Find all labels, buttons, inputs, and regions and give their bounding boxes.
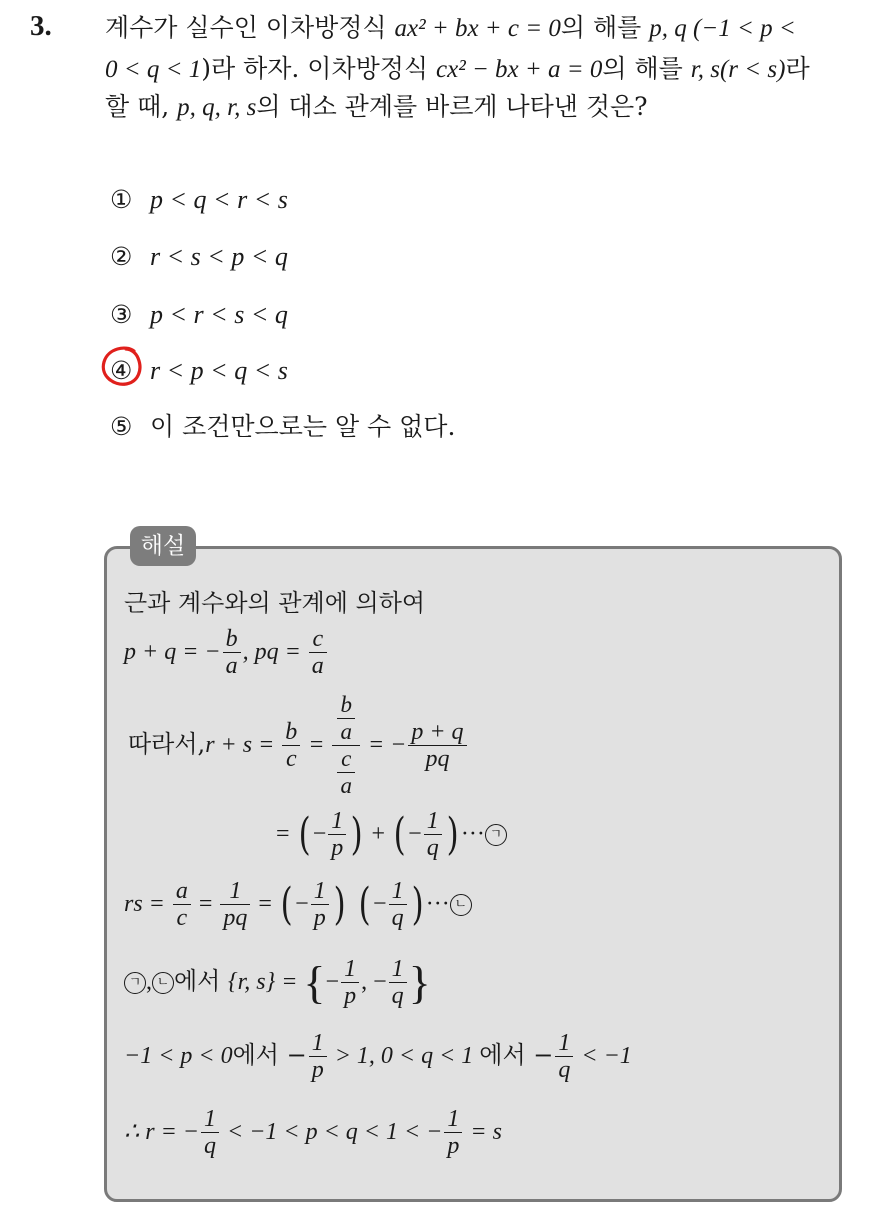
fraction: $\frac{1}{q}$ <box>389 956 407 1009</box>
formula-text: 에서 − <box>232 1041 307 1069</box>
fraction: $\frac{1}{p}$ <box>309 1030 327 1083</box>
circled-mark-1: ㄱ <box>485 824 507 846</box>
formula-text: 따라서, <box>128 730 206 758</box>
choice-text: 이 조건만으로는 알 수 없다. <box>150 412 456 441</box>
choice-text: r < s < p < q <box>150 242 288 271</box>
condition-p: (−1 < p < <box>686 15 796 42</box>
condition-q: 0 < q < 1 <box>105 56 202 83</box>
roots-pq: p, q <box>649 15 687 42</box>
formula-text: = s <box>464 1119 502 1145</box>
solution-line-6 <box>124 1030 632 1083</box>
circled-mark-1: ㄱ <box>124 972 146 994</box>
choice-5[interactable] <box>110 410 455 444</box>
circled-mark-2: ㄴ <box>450 894 472 916</box>
formula-text: > 1, 0 < q < 1 <box>328 1043 480 1069</box>
solution-line-2 <box>128 692 469 799</box>
fraction: $\frac{a}{c}$ <box>173 878 191 931</box>
formula-text: = <box>302 732 331 758</box>
fraction: $\frac{1}{q}$ <box>424 808 442 861</box>
question-text: 의 해를 <box>560 13 650 42</box>
question-line-3 <box>105 91 648 124</box>
choice-number: ② <box>110 242 133 271</box>
formula-text: < −1 <box>575 1043 632 1069</box>
choice-3[interactable] <box>110 298 288 332</box>
solution-line-7 <box>124 1106 502 1159</box>
question-text: )라 하자. 이차방정식 <box>201 54 436 83</box>
fraction: $\frac{1}{p}$ <box>328 808 346 861</box>
formula-text: 에서 <box>174 967 228 995</box>
equation-1: ax² + bx + c = 0 <box>394 15 561 42</box>
fraction: $\frac{1}{pq}$ <box>220 878 250 931</box>
question-text: 계수가 실수인 이차방정식 <box>105 13 395 42</box>
equation-2: cx² − bx + a = 0 <box>436 56 603 83</box>
choice-1[interactable] <box>110 183 288 217</box>
formula-text: = <box>276 821 296 847</box>
formula-text: ∴ r = − <box>124 1119 199 1145</box>
fraction: $\frac{1}{q}$ <box>555 1030 573 1083</box>
fraction: $\frac{1}{p}$ <box>341 956 359 1009</box>
fraction: $\frac{1}{q}$ <box>389 878 407 931</box>
choice-number: ④ <box>110 356 133 385</box>
fraction: $\frac{b}{c}$ <box>282 719 300 772</box>
choice-text: p < r < s < q <box>150 300 288 329</box>
question-number: 3. <box>30 10 52 42</box>
formula-text: , pq = <box>242 639 307 665</box>
compound-fraction: $\frac{\frac{b}{a}}{\frac{c}{a}}$ <box>332 692 360 799</box>
circled-mark-2: ㄴ <box>152 972 174 994</box>
choice-2[interactable] <box>110 240 288 274</box>
formula-text: {r, s} = <box>228 969 304 995</box>
formula-text: 에서 − <box>479 1041 554 1069</box>
variables: p, q, r, s <box>177 94 257 121</box>
formula-text: < −1 < p < q < 1 < − <box>221 1119 443 1145</box>
condition-rs: (r < s) <box>719 56 786 83</box>
choice-number: ③ <box>110 300 133 329</box>
solution-tag: 해설 <box>130 526 196 566</box>
roots-rs: r, s <box>690 56 720 83</box>
formula-text: r + s = <box>205 732 281 758</box>
formula-text: p + q = − <box>124 639 221 665</box>
question-line-2 <box>105 53 810 86</box>
formula-text: −1 < p < 0 <box>124 1043 233 1069</box>
solution-line-3: = ( − $\frac{1}{p}$ ) + ( − $\frac{1}{q}$ ) ··· ㄱ <box>276 808 507 861</box>
solution-line-1 <box>124 626 329 679</box>
fraction: $\frac{1}{p}$ <box>311 878 329 931</box>
question-text: 의 대소 관계를 바르게 나타낸 것은? <box>256 92 648 121</box>
fraction: $\frac{p + q}{pq}$ <box>408 719 466 772</box>
formula-text: rs = <box>124 891 171 917</box>
question-text: 라 <box>785 54 810 83</box>
formula-text: = − <box>361 732 407 758</box>
choice-text: p < q < r < s <box>150 185 288 214</box>
fraction: $\frac{1}{p}$ <box>444 1106 462 1159</box>
fraction: $\frac{c}{a}$ <box>309 626 327 679</box>
fraction: $\frac{b}{a}$ <box>223 626 241 679</box>
answer-mark-circle <box>100 344 144 388</box>
choice-text: r < p < q < s <box>150 356 288 385</box>
choice-number: ⑤ <box>110 412 133 441</box>
fraction: $\frac{1}{q}$ <box>201 1106 219 1159</box>
solution-line-4: rs = $\frac{a}{c}$ = $\frac{1}{pq}$ = ( − $\frac{1}{p}$ ) ( − $\frac{1}{q}$ ) ··· ㄴ <box>124 878 472 931</box>
question-line-1 <box>105 12 796 45</box>
question-text: 의 해를 <box>602 54 691 83</box>
solution-intro: 근과 계수와의 관계에 의하여 <box>124 589 426 617</box>
question-text: 할 때, <box>105 92 178 121</box>
choice-number: ① <box>110 185 133 214</box>
solution-line-5: ㄱ , ㄴ 에서 {r, s} = {− $\frac{1}{p}$ , − $\frac{1}{q}$ } <box>124 956 431 1009</box>
